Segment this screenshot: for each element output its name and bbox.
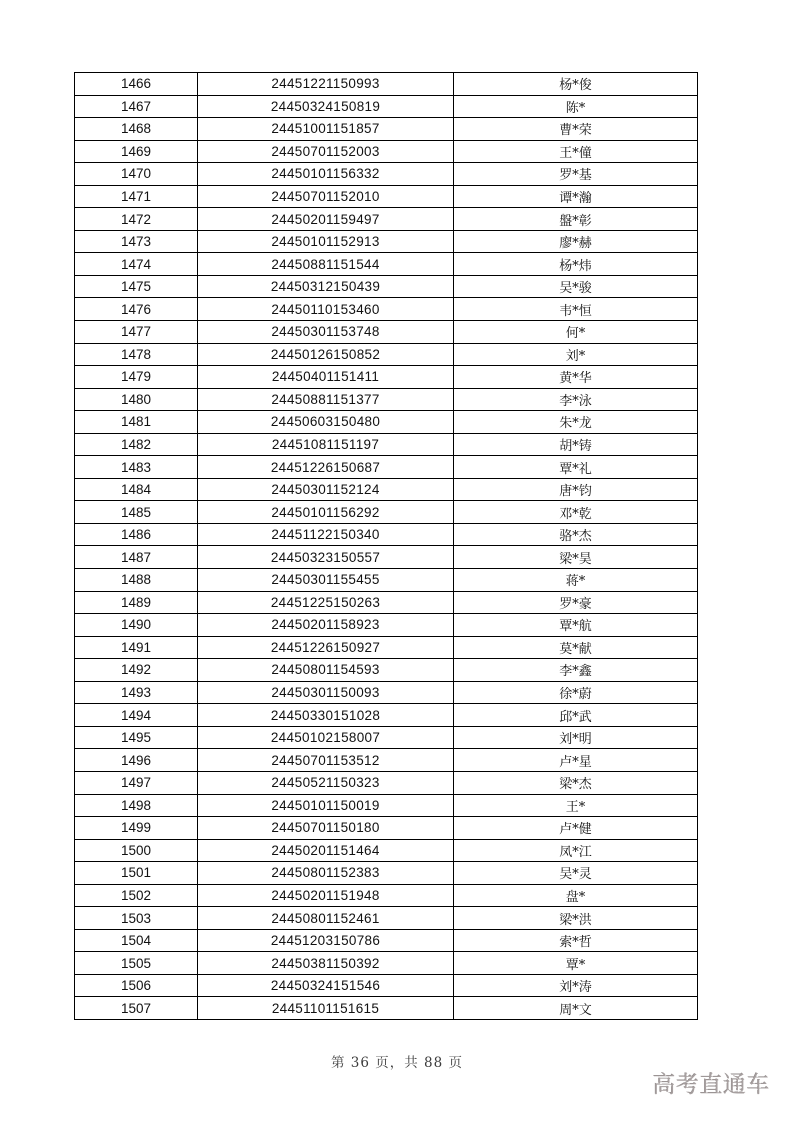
table-row	[75, 952, 698, 975]
masked-name-cell: 邱*武	[454, 704, 698, 727]
masked-name-cell: 陈*	[454, 95, 698, 118]
registration-number-cell: 24450801152383	[198, 862, 454, 885]
table-row	[75, 411, 698, 434]
sequence-cell: 1507	[75, 997, 198, 1020]
sequence-cell: 1475	[75, 275, 198, 298]
masked-name-cell: 王*	[454, 794, 698, 817]
registration-number-cell: 24450701152003	[198, 140, 454, 163]
table-row	[75, 591, 698, 614]
masked-name-cell: 梁*杰	[454, 771, 698, 794]
registration-number-cell: 24450330151028	[198, 704, 454, 727]
table-row	[75, 73, 698, 96]
masked-name-cell: 李*鑫	[454, 659, 698, 682]
sequence-cell: 1502	[75, 884, 198, 907]
registration-number-cell: 24450201159497	[198, 208, 454, 231]
registration-number-cell: 24450201151948	[198, 884, 454, 907]
masked-name-cell: 刘*涛	[454, 974, 698, 997]
table-row	[75, 501, 698, 524]
table-row	[75, 614, 698, 637]
registration-number-cell: 24450201151464	[198, 839, 454, 862]
registration-number-cell: 24450312150439	[198, 275, 454, 298]
sequence-cell: 1504	[75, 929, 198, 952]
sequence-cell: 1471	[75, 185, 198, 208]
sequence-cell: 1486	[75, 523, 198, 546]
registration-number-cell: 24450101156332	[198, 163, 454, 186]
sequence-cell: 1501	[75, 862, 198, 885]
masked-name-cell: 卢*健	[454, 817, 698, 840]
roster-table-body	[75, 73, 698, 1020]
table-row	[75, 907, 698, 930]
masked-name-cell: 盤*彰	[454, 208, 698, 231]
sequence-cell: 1500	[75, 839, 198, 862]
sequence-cell: 1495	[75, 726, 198, 749]
sequence-cell: 1483	[75, 456, 198, 479]
registration-number-cell: 24450301152124	[198, 478, 454, 501]
table-row	[75, 997, 698, 1020]
table-row	[75, 140, 698, 163]
sequence-cell: 1496	[75, 749, 198, 772]
sequence-cell: 1491	[75, 636, 198, 659]
table-row	[75, 862, 698, 885]
registration-number-cell: 24450603150480	[198, 411, 454, 434]
sequence-cell: 1499	[75, 817, 198, 840]
sequence-cell: 1480	[75, 388, 198, 411]
watermark-gaokao-zhitongche: 高考直通车	[652, 1071, 770, 1097]
masked-name-cell: 骆*杰	[454, 523, 698, 546]
table-row	[75, 321, 698, 344]
masked-name-cell: 谭*瀚	[454, 185, 698, 208]
sequence-cell: 1494	[75, 704, 198, 727]
table-row	[75, 95, 698, 118]
table-row	[75, 839, 698, 862]
masked-name-cell: 吴*骏	[454, 275, 698, 298]
sequence-cell: 1474	[75, 253, 198, 276]
table-row	[75, 163, 698, 186]
table-row	[75, 817, 698, 840]
masked-name-cell: 罗*豪	[454, 591, 698, 614]
masked-name-cell: 刘*明	[454, 726, 698, 749]
registration-number-cell: 24450101150019	[198, 794, 454, 817]
sequence-cell: 1498	[75, 794, 198, 817]
sequence-cell: 1492	[75, 659, 198, 682]
masked-name-cell: 王*僮	[454, 140, 698, 163]
masked-name-cell: 何*	[454, 321, 698, 344]
table-row	[75, 208, 698, 231]
sequence-cell: 1472	[75, 208, 198, 231]
registration-number-cell: 24450110153460	[198, 298, 454, 321]
sequence-cell: 1487	[75, 546, 198, 569]
table-row	[75, 456, 698, 479]
sequence-cell: 1476	[75, 298, 198, 321]
masked-name-cell: 吴*灵	[454, 862, 698, 885]
masked-name-cell: 盘*	[454, 884, 698, 907]
registration-number-cell: 24451001151857	[198, 118, 454, 141]
sequence-cell: 1478	[75, 343, 198, 366]
sequence-cell: 1467	[75, 95, 198, 118]
sequence-cell: 1489	[75, 591, 198, 614]
sequence-cell: 1503	[75, 907, 198, 930]
registration-number-cell: 24450101152913	[198, 230, 454, 253]
table-row	[75, 253, 698, 276]
sequence-cell: 1488	[75, 569, 198, 592]
sequence-cell: 1484	[75, 478, 198, 501]
registration-number-cell: 24450201158923	[198, 614, 454, 637]
sequence-cell: 1497	[75, 771, 198, 794]
candidate-roster-table	[74, 72, 698, 1020]
table-row	[75, 388, 698, 411]
sequence-cell: 1482	[75, 433, 198, 456]
registration-number-cell: 24450701153512	[198, 749, 454, 772]
masked-name-cell: 罗*基	[454, 163, 698, 186]
registration-number-cell: 24451225150263	[198, 591, 454, 614]
registration-number-cell: 24450521150323	[198, 771, 454, 794]
masked-name-cell: 梁*昊	[454, 546, 698, 569]
registration-number-cell: 24450301155455	[198, 569, 454, 592]
registration-number-cell: 24450301153748	[198, 321, 454, 344]
table-row	[75, 681, 698, 704]
table-row	[75, 726, 698, 749]
table-row	[75, 366, 698, 389]
masked-name-cell: 廖*赫	[454, 230, 698, 253]
registration-number-cell: 24450701152010	[198, 185, 454, 208]
masked-name-cell: 索*哲	[454, 929, 698, 952]
sequence-cell: 1470	[75, 163, 198, 186]
registration-number-cell: 24450324150819	[198, 95, 454, 118]
registration-number-cell: 24450801154593	[198, 659, 454, 682]
registration-number-cell: 24450323150557	[198, 546, 454, 569]
sequence-cell: 1469	[75, 140, 198, 163]
masked-name-cell: 朱*龙	[454, 411, 698, 434]
registration-number-cell: 24450126150852	[198, 343, 454, 366]
table-row	[75, 771, 698, 794]
registration-number-cell: 24451226150687	[198, 456, 454, 479]
masked-name-cell: 邓*乾	[454, 501, 698, 524]
sequence-cell: 1506	[75, 974, 198, 997]
masked-name-cell: 覃*	[454, 952, 698, 975]
masked-name-cell: 唐*钧	[454, 478, 698, 501]
masked-name-cell: 徐*蔚	[454, 681, 698, 704]
registration-number-cell: 24451101151615	[198, 997, 454, 1020]
table-row	[75, 659, 698, 682]
masked-name-cell: 覃*航	[454, 614, 698, 637]
sequence-cell: 1479	[75, 366, 198, 389]
registration-number-cell: 24451122150340	[198, 523, 454, 546]
table-row	[75, 884, 698, 907]
table-row	[75, 478, 698, 501]
masked-name-cell: 曹*荣	[454, 118, 698, 141]
registration-number-cell: 24450101156292	[198, 501, 454, 524]
masked-name-cell: 李*泳	[454, 388, 698, 411]
registration-number-cell: 24450881151544	[198, 253, 454, 276]
sequence-cell: 1485	[75, 501, 198, 524]
registration-number-cell: 24450801152461	[198, 907, 454, 930]
registration-number-cell: 24450381150392	[198, 952, 454, 975]
sequence-cell: 1493	[75, 681, 198, 704]
table-row	[75, 433, 698, 456]
masked-name-cell: 周*文	[454, 997, 698, 1020]
table-row	[75, 230, 698, 253]
registration-number-cell: 24451203150786	[198, 929, 454, 952]
masked-name-cell: 韦*恒	[454, 298, 698, 321]
table-row	[75, 974, 698, 997]
sequence-cell: 1468	[75, 118, 198, 141]
registration-number-cell: 24451226150927	[198, 636, 454, 659]
masked-name-cell: 胡*铸	[454, 433, 698, 456]
masked-name-cell: 覃*礼	[454, 456, 698, 479]
table-row	[75, 929, 698, 952]
table-row	[75, 569, 698, 592]
table-row	[75, 794, 698, 817]
table-row	[75, 704, 698, 727]
registration-number-cell: 24451081151197	[198, 433, 454, 456]
sequence-cell: 1490	[75, 614, 198, 637]
masked-name-cell: 杨*炜	[454, 253, 698, 276]
masked-name-cell: 梁*洪	[454, 907, 698, 930]
registration-number-cell: 24450324151546	[198, 974, 454, 997]
table-row	[75, 546, 698, 569]
sequence-cell: 1466	[75, 73, 198, 96]
registration-number-cell: 24450701150180	[198, 817, 454, 840]
masked-name-cell: 莫*献	[454, 636, 698, 659]
sequence-cell: 1481	[75, 411, 198, 434]
masked-name-cell: 蒋*	[454, 569, 698, 592]
registration-number-cell: 24450102158007	[198, 726, 454, 749]
table-row	[75, 343, 698, 366]
masked-name-cell: 刘*	[454, 343, 698, 366]
registration-number-cell: 24450301150093	[198, 681, 454, 704]
registration-number-cell: 24451221150993	[198, 73, 454, 96]
registration-number-cell: 24450401151411	[198, 366, 454, 389]
table-row	[75, 185, 698, 208]
table-row	[75, 275, 698, 298]
masked-name-cell: 卢*星	[454, 749, 698, 772]
sequence-cell: 1505	[75, 952, 198, 975]
masked-name-cell: 杨*俊	[454, 73, 698, 96]
page-number-indicator: 第 36 页，共 88 页	[330, 1055, 464, 1071]
sequence-cell: 1477	[75, 321, 198, 344]
table-row	[75, 749, 698, 772]
masked-name-cell: 黄*华	[454, 366, 698, 389]
masked-name-cell: 凤*江	[454, 839, 698, 862]
table-row	[75, 523, 698, 546]
table-row	[75, 118, 698, 141]
table-row	[75, 636, 698, 659]
registration-number-cell: 24450881151377	[198, 388, 454, 411]
sequence-cell: 1473	[75, 230, 198, 253]
table-row	[75, 298, 698, 321]
